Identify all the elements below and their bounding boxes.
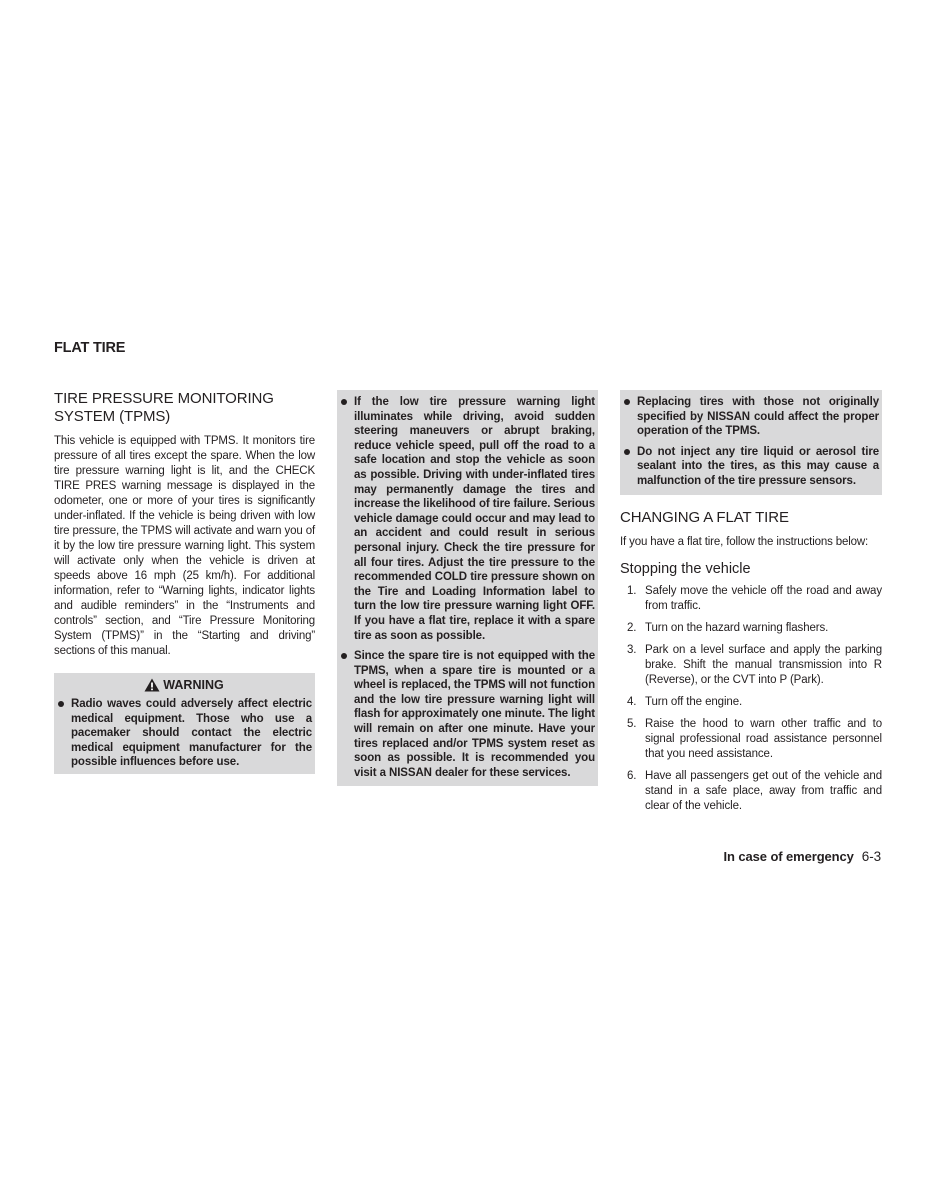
tpms-heading: TIRE PRESSURE MONITORING SYSTEM (TPMS) [54, 390, 274, 425]
page-footer [724, 849, 881, 864]
warning-header [56, 676, 312, 694]
changing-heading: CHANGING A FLAT TIRE [620, 508, 789, 526]
list-item: 3. Park on a level surface and apply the parking brake. Shift the manual transmission into R (Reverse), or the CVT into P (Park). [627, 643, 882, 686]
chapter-title: In case of emergency [723, 849, 854, 864]
warning-list [622, 395, 879, 489]
warning-triangle-icon [144, 678, 160, 692]
tpms-body: This vehicle is equipped with TPMS. It monitors tire pressure of all tires except the spare. When the low tire pressure warning light is lit, and the CHECK TIRE PRES warning message is displayed in the odometer, one or more of your tires is significantly under-inflated. If the vehicle is being driven with low tire pressure, the TPMS will activate and warn you of it by the low tire pressure warning light. This system will activate only when the vehicle is driven at speeds above 16 mph (25 km/h). For additional information, refer to “Warning lights, indicator lights and audible reminders” in the “Instruments and controls” section, and “Tire Pressure Monitoring System (TPMS)” in the “Starting and driving” sections of this manual. [54, 435, 315, 657]
list-item: 4. Turn off the engine. [627, 695, 743, 708]
bullet-icon [341, 653, 347, 659]
steps-list [620, 584, 882, 814]
list-item: 5. Raise the hood to warn other traffic and to signal professional road assistance personnel that you need assistance. [627, 717, 882, 760]
column-right [620, 390, 882, 821]
warning-box [54, 673, 315, 774]
list-item: 6. Have all passengers get out of the vehicle and stand in a safe place, away from traffic and clear of the vehicle. [627, 769, 882, 812]
warning-title: WARNING [163, 678, 224, 692]
list-item: Since the spare tire is not equipped with the TPMS, when a spare tire is mounted or a wheel is replaced, the TPMS will not function and the low tire pressure warning light will flash for approximately one minute. The light will remain on after one minute. Have your tires replaced and/or TPMS system reset as soon as possible. It is recommended you visit a NISSAN dealer for these services. [339, 649, 595, 780]
changing-intro: If you have a flat tire, follow the instructions below: [620, 535, 869, 548]
column-left [54, 390, 315, 774]
warning-continuation-box [337, 390, 598, 786]
bullet-icon [624, 399, 630, 405]
list-item: Do not inject any tire liquid or aerosol tire sealant into the tires, as this may cause a malfunction of the tire pressure sensors. [622, 445, 879, 489]
page-number: 6-3 [861, 849, 881, 864]
list-item: Replacing tires with those not originally specified by NISSAN could affect the proper operation of the TPMS. [622, 395, 879, 439]
list-item: 2. Turn on the hazard warning flashers. [627, 621, 829, 634]
bullet-icon [341, 399, 347, 405]
list-item: 1. Safely move the vehicle off the road and away from traffic. [627, 584, 882, 612]
bullet-icon [58, 701, 64, 707]
warning-continuation-box [620, 390, 882, 495]
warning-list [56, 697, 312, 770]
stopping-subheading: Stopping the vehicle [620, 560, 751, 577]
bullet-icon [624, 449, 630, 455]
warning-list [339, 395, 595, 780]
list-item: If the low tire pressure warning light illuminates while driving, avoid sudden steering maneuvers or abrupt braking, reduce vehicle speed, pull off the road to a safe location and stop the vehicle as soon as possible. Driving with under-inflated tires may permanently damage the tires and increase the likelihood of tire failure. Serious vehicle damage could occur and may lead to an accident and could result in serious personal injury. Check the tire pressure for all four tires. Adjust the tire pressure to the recommended COLD tire pressure shown on the Tire and Loading Information label to turn the low tire pressure warning light OFF. If you have a flat tire, replace it with a spare tire as soon as possible. [339, 395, 595, 643]
section-title: FLAT TIRE [54, 340, 126, 356]
list-item: Radio waves could adversely affect electric medical equipment. Those who use a pacemaker should contact the electric medical equipment manufacturer for the possible influences before use. [56, 697, 312, 770]
column-middle [337, 390, 598, 786]
